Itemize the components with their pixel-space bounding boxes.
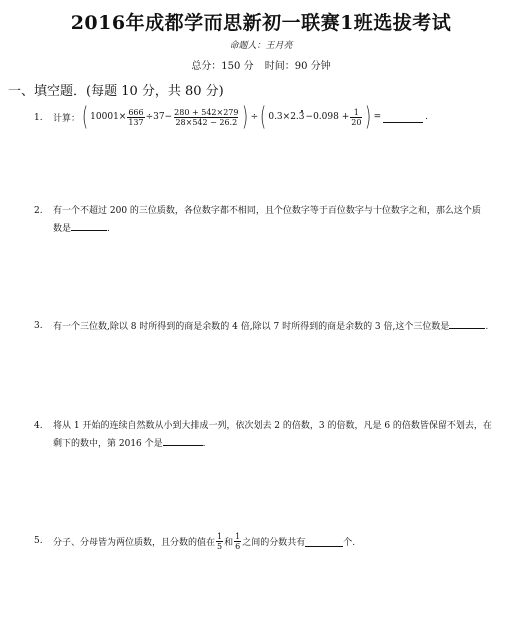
question-text-part: . bbox=[485, 322, 489, 332]
question-2-text bbox=[53, 203, 515, 238]
expr-term: . bbox=[425, 112, 429, 122]
fraction-denominator: 5 bbox=[217, 541, 223, 551]
question-2 bbox=[0, 203, 522, 237]
author-line: 命题人：王月亮 bbox=[229, 41, 293, 51]
total-score: 总分：150 分 bbox=[191, 61, 254, 72]
question-3-text bbox=[53, 318, 517, 336]
answer-blank[interactable] bbox=[449, 318, 485, 329]
right-paren: ) bbox=[242, 102, 249, 132]
question-number: 5. bbox=[34, 536, 43, 546]
question-text-part: 分子、分母皆为两位质数，且分数的值在 bbox=[53, 537, 216, 548]
question-4-text bbox=[53, 418, 519, 453]
question-4 bbox=[0, 418, 522, 452]
question-3 bbox=[0, 318, 522, 338]
repeating-digit: 3 bbox=[298, 112, 305, 122]
question-text-part: 个. bbox=[343, 537, 356, 548]
expr-term: 0.3×2. bbox=[268, 112, 299, 122]
question-number: 4. bbox=[34, 421, 43, 431]
question-5 bbox=[0, 526, 522, 556]
fraction bbox=[127, 108, 144, 127]
fraction-numerator: 280 + 542×279 bbox=[174, 107, 239, 117]
question-text-part: 剩下的数中，第 2016 个是 bbox=[53, 439, 163, 449]
expr-term: ÷37− bbox=[145, 112, 173, 122]
question-5-text bbox=[53, 526, 355, 556]
score-time-line bbox=[0, 57, 522, 72]
question-text: 有一个不超过 200 的三位质数，各位数字都不相同，且个位数字等于百位数字与十位数字之和，那么这个质 bbox=[53, 206, 481, 216]
fraction-numerator: 1 bbox=[217, 531, 223, 541]
expr-term: 10001× bbox=[90, 112, 127, 122]
question-text-part: . bbox=[107, 224, 110, 234]
question-label: 计算： bbox=[53, 113, 81, 124]
section-heading: 一、填空题．(每题 10 分，共 80 分) bbox=[8, 84, 224, 99]
question-text bbox=[53, 220, 515, 238]
fraction bbox=[173, 108, 239, 127]
expr-term: = bbox=[373, 112, 382, 122]
expr-term: ÷ bbox=[250, 112, 259, 122]
answer-blank[interactable] bbox=[305, 536, 343, 547]
fraction bbox=[234, 532, 241, 551]
fraction-numerator: 1 bbox=[353, 107, 359, 117]
question-text-part: 有一个三位数,除以 8 时所得到的商是余数的 4 倍,除以 7 时所得到的商是余数的 3 倍,这个三位数是 bbox=[53, 322, 450, 332]
question-number: 2. bbox=[34, 206, 43, 216]
answer-blank[interactable] bbox=[163, 435, 203, 446]
question-text-part: . bbox=[202, 439, 206, 449]
answer-blank[interactable] bbox=[71, 220, 107, 231]
fraction-denominator: 20 bbox=[351, 117, 362, 127]
question-1 bbox=[0, 100, 522, 140]
fraction-denominator: 6 bbox=[235, 541, 241, 551]
exam-title: 2016年成都学而思新初一联赛1班选拔考试 bbox=[70, 12, 452, 34]
fraction-numerator: 666 bbox=[128, 107, 144, 117]
question-text: 将从 1 开始的连续自然数从小到大排成一列，依次划去 2 的倍数，3 的倍数，凡是 6 的倍数皆保留不划去，在 bbox=[53, 421, 492, 431]
question-text-part: 之间的分数共有 bbox=[242, 537, 306, 548]
question-1-expression bbox=[53, 100, 428, 134]
question-number: 1. bbox=[34, 113, 43, 123]
fraction bbox=[350, 108, 362, 127]
question-text bbox=[53, 435, 519, 453]
question-text-part: 数是 bbox=[53, 224, 72, 234]
fraction-denominator: 28×542 − 26.2 bbox=[175, 117, 238, 127]
right-paren: ) bbox=[365, 102, 372, 132]
question-text-part: 和 bbox=[224, 537, 234, 548]
left-paren: ( bbox=[260, 102, 267, 132]
fraction bbox=[216, 532, 223, 551]
fraction-numerator: 1 bbox=[235, 531, 241, 541]
exam-time: 时间：90 分钟 bbox=[264, 61, 331, 72]
left-paren: ( bbox=[82, 102, 89, 132]
question-number: 3. bbox=[34, 321, 43, 331]
answer-blank[interactable] bbox=[383, 112, 423, 123]
expr-term: −0.098 + bbox=[305, 112, 350, 122]
fraction-denominator: 137 bbox=[128, 117, 144, 127]
